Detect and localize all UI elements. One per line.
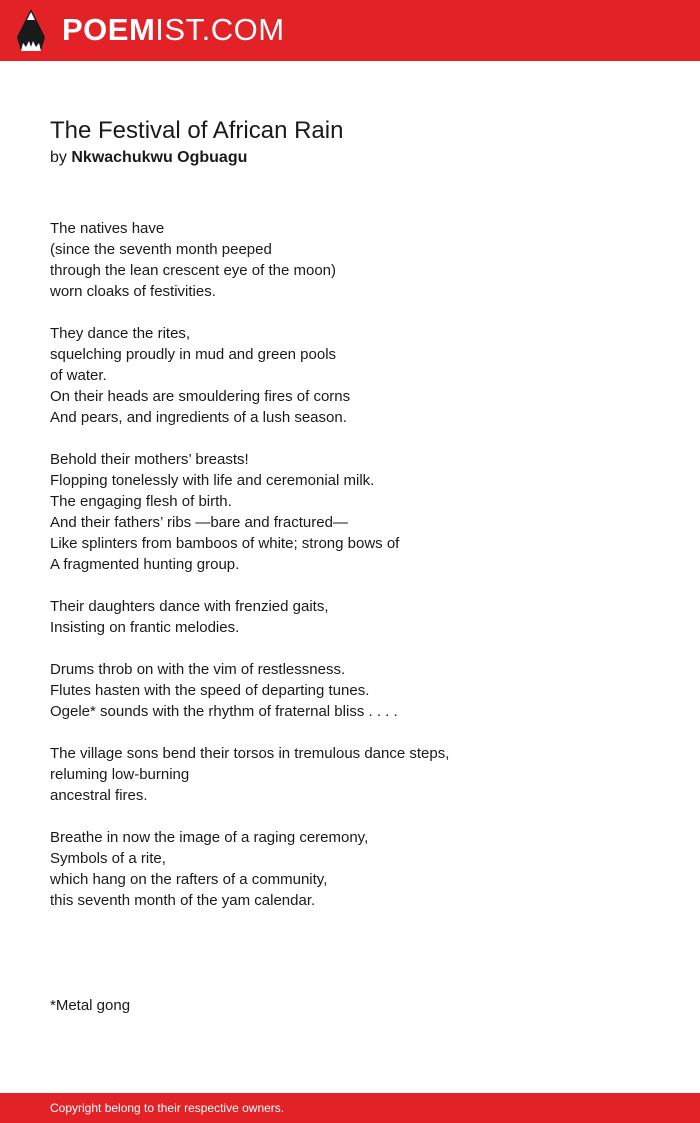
site-logo-text[interactable] bbox=[62, 12, 285, 48]
poem-line: On their heads are smouldering fires of corns bbox=[50, 388, 351, 405]
poem-stanza bbox=[50, 218, 650, 302]
poem-line: squelching proudly in mud and green pools bbox=[50, 346, 337, 363]
poem-line: Flutes hasten with the speed of departing tunes. bbox=[50, 682, 370, 699]
poem-line: Flopping tonelessly with life and ceremonial milk. bbox=[50, 472, 375, 489]
poem-stanza bbox=[50, 449, 650, 575]
poem-line: ancestral fires. bbox=[50, 787, 148, 804]
poem-line: worn cloaks of festivities. bbox=[50, 283, 216, 300]
poem-line: Insisting on frantic melodies. bbox=[50, 619, 240, 636]
brand-bold: POEM bbox=[62, 12, 156, 47]
author-name: Nkwachukwu Ogbuagu bbox=[71, 149, 248, 166]
pencil-logo-icon[interactable] bbox=[17, 9, 45, 51]
byline-prefix: by bbox=[50, 149, 67, 166]
poem-line: And their fathers’ ribs —bare and fractured— bbox=[50, 514, 348, 531]
copyright-notice: Copyright belong to their respective owners. bbox=[50, 1101, 285, 1115]
poem-line: The village sons bend their torsos in tremulous dance steps, bbox=[50, 745, 450, 762]
site-header bbox=[0, 0, 700, 61]
poem-stanza bbox=[50, 596, 650, 638]
poem-title: The Festival of African Rain bbox=[50, 117, 344, 144]
poem-line: which hang on the rafters of a community, bbox=[50, 871, 328, 888]
poem-line: through the lean crescent eye of the moon) bbox=[50, 262, 337, 279]
site-footer bbox=[0, 1093, 700, 1123]
poem-body bbox=[50, 218, 650, 932]
poem-line: reluming low-burning bbox=[50, 766, 190, 783]
poem-line: A fragmented hunting group. bbox=[50, 556, 240, 573]
poem-line: They dance the rites, bbox=[50, 325, 191, 342]
poem-stanza bbox=[50, 323, 650, 428]
poem-line: Behold their mothers’ breasts! bbox=[50, 451, 249, 468]
poem-line: Drums throb on with the vim of restlessness. bbox=[50, 661, 346, 678]
brand-light: IST.COM bbox=[155, 12, 285, 47]
poem-stanza bbox=[50, 743, 650, 806]
poem-stanza bbox=[50, 827, 650, 911]
poem-line: The natives have bbox=[50, 220, 165, 237]
footnote: *Metal gong bbox=[50, 997, 131, 1014]
poem-line: And pears, and ingredients of a lush season. bbox=[50, 409, 347, 426]
poem-line: Their daughters dance with frenzied gaits, bbox=[50, 598, 329, 615]
poem-line: of water. bbox=[50, 367, 107, 384]
poem-line: Ogele* sounds with the rhythm of fraternal bliss . . . . bbox=[50, 703, 398, 720]
byline bbox=[50, 147, 650, 169]
poem-line: (since the seventh month peeped bbox=[50, 241, 272, 258]
poem-line: this seventh month of the yam calendar. bbox=[50, 892, 316, 909]
poem-line: Symbols of a rite, bbox=[50, 850, 166, 867]
poem-line: Like splinters from bamboos of white; strong bows of bbox=[50, 535, 400, 552]
poem-heading bbox=[50, 115, 650, 169]
poem-line: Breathe in now the image of a raging ceremony, bbox=[50, 829, 369, 846]
poem-stanza bbox=[50, 659, 650, 722]
poem-line: The engaging flesh of birth. bbox=[50, 493, 232, 510]
